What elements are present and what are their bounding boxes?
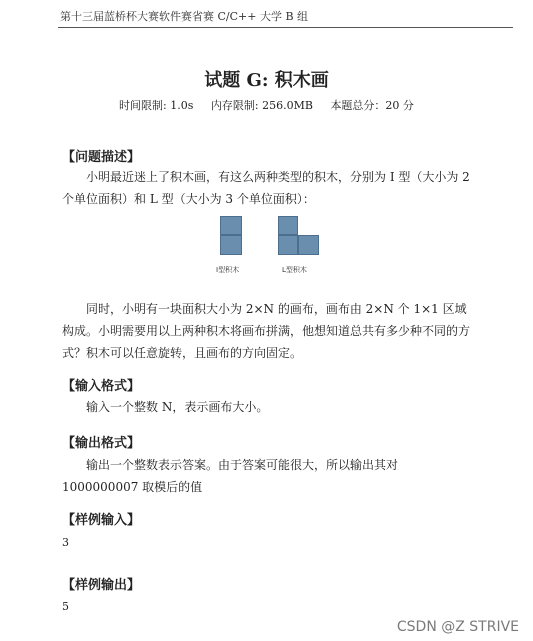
section-heading-input: 【输入格式】 xyxy=(62,379,141,394)
problem-meta xyxy=(0,97,533,113)
sample-output-value: 5 xyxy=(62,600,69,613)
section-heading-problem: 【问题描述】 xyxy=(62,150,141,165)
l-block-bottom-left xyxy=(278,235,298,255)
i-block-label: I型积木 xyxy=(216,266,240,274)
memory-limit: 内存限制: 256.0MB xyxy=(210,99,313,112)
l-block-top xyxy=(278,216,298,235)
contest-header: 第十三届蓝桥杯大赛软件赛省赛 C/C++ 大学 B 组 xyxy=(60,10,309,23)
csdn-watermark: CSDN @Z STRIVE xyxy=(396,619,519,635)
i-block-bottom xyxy=(220,235,242,255)
section-heading-sample-input: 【样例输入】 xyxy=(62,513,141,528)
sample-input-value: 3 xyxy=(62,536,69,549)
i-block-top xyxy=(220,216,242,235)
section-heading-sample-output: 【样例输出】 xyxy=(62,578,141,593)
output-format-text: 输出一个整数表示答案。由于答案可能很大，所以输出其对 1000000007 取模后的值 xyxy=(62,458,399,494)
header-divider xyxy=(58,27,513,28)
l-block-bottom-right xyxy=(298,235,319,255)
total-score: 本题总分：20 分 xyxy=(330,99,414,112)
l-block-label: L型积木 xyxy=(282,266,307,274)
problem-paragraph-2: 同时，小明有一块面积大小为 2×N 的画布，画布由 2×N 个 1×1 区域构成。小明需要用以上两种积木将画布拼满，他想知道总共有多少种不同的方式？积木可以任意旋转，且画布的方向固定。 xyxy=(62,302,471,360)
input-format-text: 输入一个整数 N，表示画布大小。 xyxy=(86,400,269,414)
time-limit: 时间限制: 1.0s xyxy=(119,99,194,112)
section-heading-output: 【输出格式】 xyxy=(62,436,141,451)
problem-paragraph-1: 小明最近迷上了积木画，有这么两种类型的积木，分别为 I 型（大小为 2 个单位面积）和 L 型（大小为 3 个单位面积）： xyxy=(62,170,470,206)
problem-title: 试题 G: 积木画 xyxy=(204,70,329,91)
